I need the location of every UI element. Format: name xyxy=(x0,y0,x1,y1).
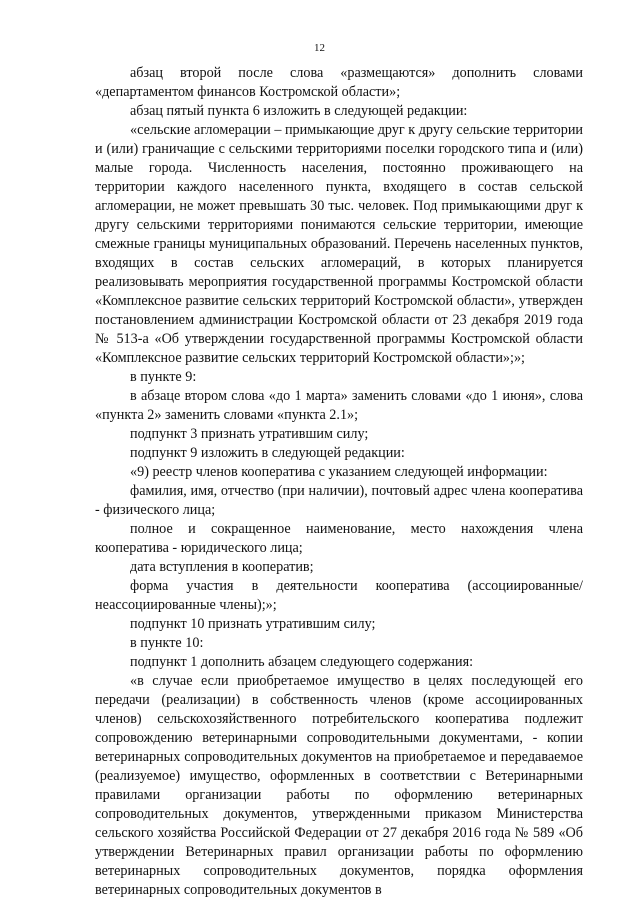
paragraph: в пункте 9: xyxy=(130,369,197,385)
paragraph: подпункт 1 дополнить абзацем следующего содержания: xyxy=(130,654,474,670)
paragraph: форма участия в деятельности кооператива (ассоциированные/ неассоциированные члены);»; xyxy=(95,578,583,613)
paragraph: абзац второй после слова «размещаются» дополнить словами «департаментом финансов Костромской области»; xyxy=(95,65,583,100)
paragraph: абзац пятый пункта 6 изложить в следующей редакции: xyxy=(130,103,468,119)
paragraph: полное и сокращенное наименование, место нахождения члена кооператива - юридического лица; xyxy=(95,521,583,556)
paragraph: в пункте 10: xyxy=(130,635,204,651)
paragraph: подпункт 3 признать утратившим силу; xyxy=(130,426,369,442)
paragraph: фамилия, имя, отчество (при наличии), почтовый адрес члена кооператива - физического лица; xyxy=(95,483,583,518)
paragraph: подпункт 10 признать утратившим силу; xyxy=(130,616,376,632)
paragraph: «сельские агломерации – примыкающие друг к другу сельские территории и (или) граничащие с сельскими территориями поселки городского типа и (или) малые города. Численность населения, постоянно проживающего на территории каждого населенного пункта, входящего в состав сельской агломерации, не может превышать 30 тыс. человек. Под примыкающими друг к другу сельскими территориями понимаются сельские территории, имеющие смежные границы муниципальных образований. Перечень населенных пунктов, входящих в состав сельских агломераций, в которых планируется реализовывать мероприятия государственной программы Костромской области «Комплексное развитие сельских территорий Костромской области», утвержден постановлением администрации Костромской области от 23 декабря 2019 года № 513-а «Об утверждении государственной программы Костромской области «Комплексное развитие сельских территорий Костромской области»;»; xyxy=(95,122,584,366)
paragraph: в абзаце втором слова «до 1 марта» заменить словами «до 1 июня», слова «пункта 2» заменить словами «пункта 2.1»; xyxy=(95,388,583,423)
page-number: 12 xyxy=(314,42,325,54)
paragraph: подпункт 9 изложить в следующей редакции: xyxy=(130,445,405,461)
paragraph: дата вступления в кооператив; xyxy=(130,559,314,575)
document-body xyxy=(95,64,583,900)
paragraph: «9) реестр членов кооператива с указанием следующей информации: xyxy=(130,464,548,480)
paragraph: «в случае если приобретаемое имущество в целях последующей его передачи (реализации) в собственность членов (кроме ассоциированных членов) сельскохозяйственного потребительского кооператива подлежит сопровождению ветеринарными сопроводительными документами, - копии ветеринарных сопроводительных документов на приобретаемое и передаваемое (реализуемое) имущество, оформленных в соответствии с Ветеринарными правилами организации работы по оформлению ветеринарных сопроводительных документов, утвержденными приказом Министерства сельского хозяйства Российской Федерации от 27 декабря 2016 года № 589 «Об утверждении Ветеринарных правил организации работы по оформлению ветеринарных сопроводительных документов, порядка оформления ветеринарных сопроводительных документов в xyxy=(95,673,583,898)
